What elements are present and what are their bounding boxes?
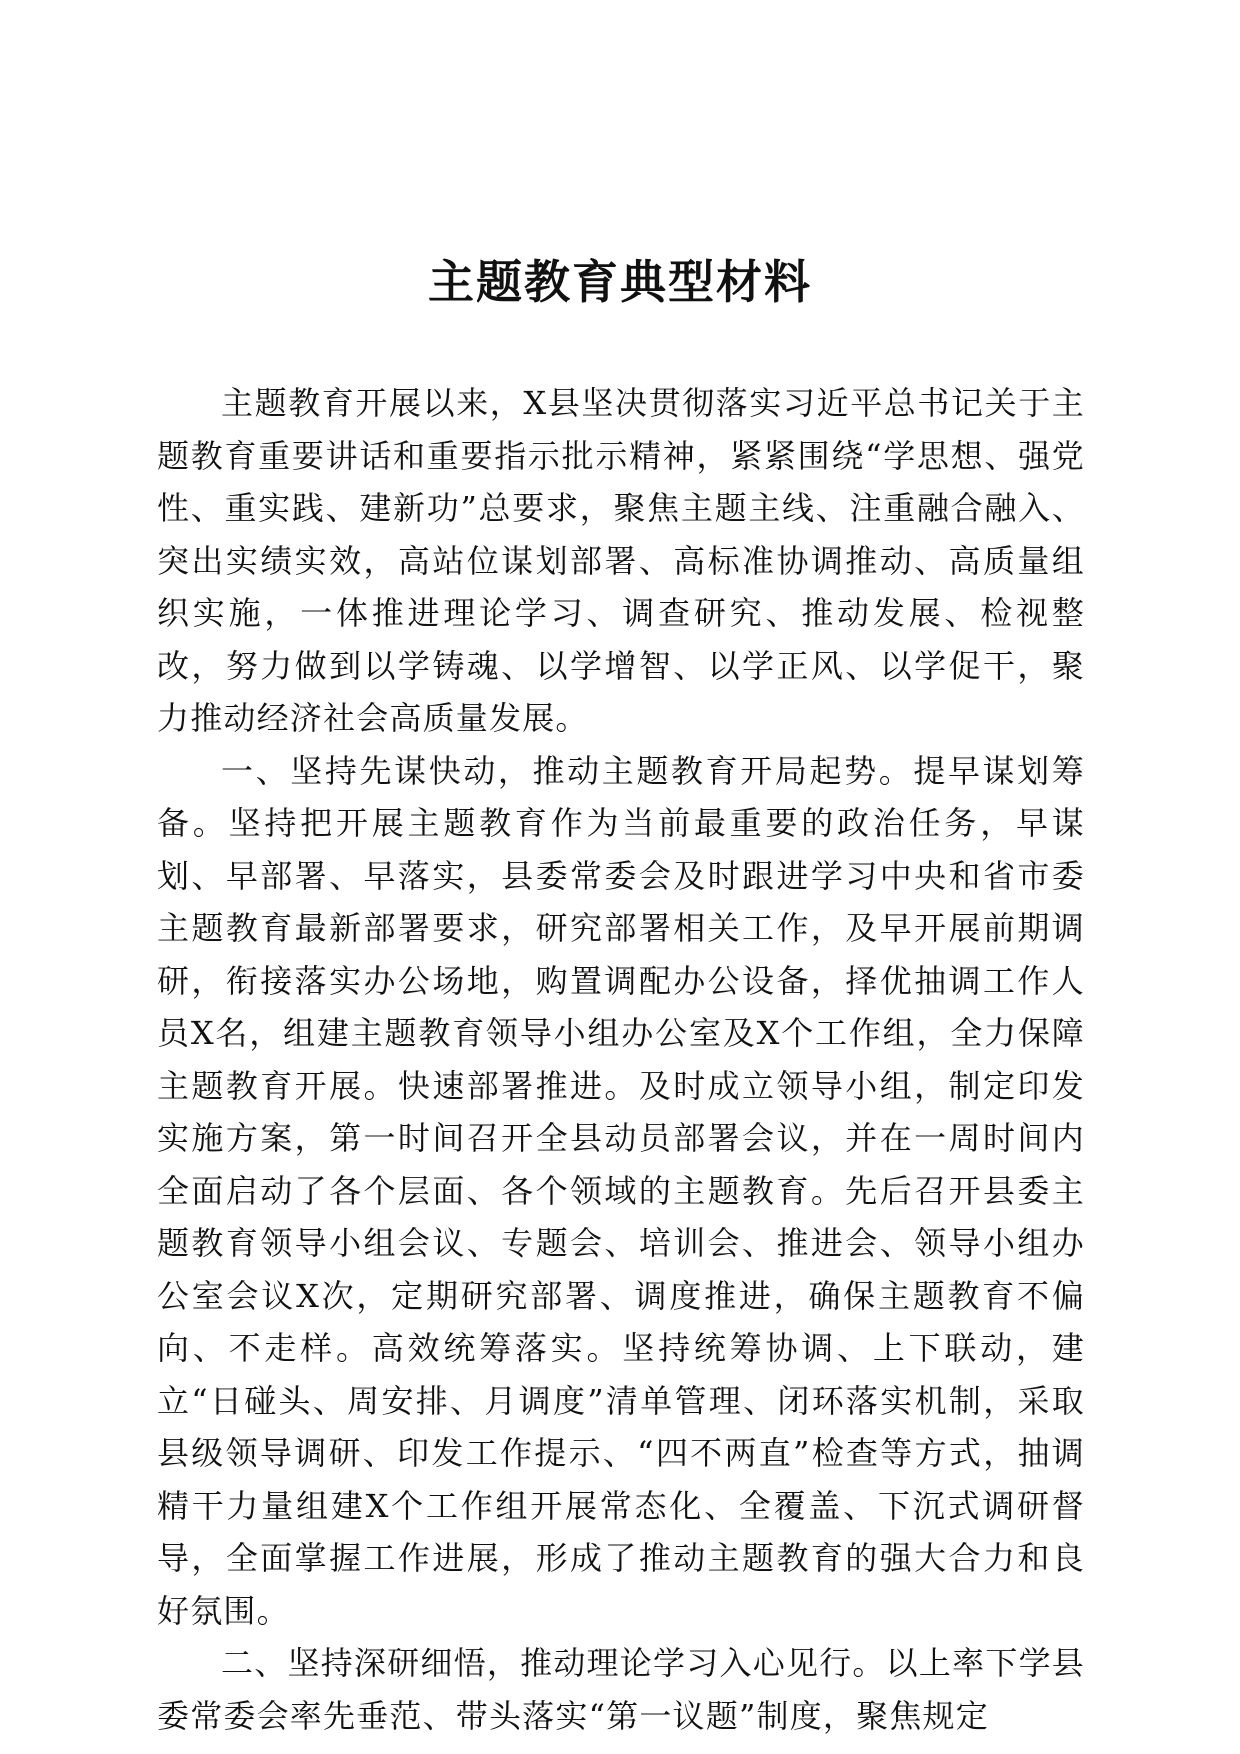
paragraph-intro: 主题教育开展以来，X县坚决贯彻落实习近平总书记关于主题教育重要讲话和重要指示批示精神，紧紧围绕“学思想、强党性、重实践、建新功”总要求，聚焦主题主线、注重融合融入、突出实绩实效，高站位谋划部署、高标准协调推动、高质量组织实施，一体推进理论学习、调查研究、推动发展、检视整改，努力做到以学铸魂、以学增智、以学正风、以学促干，聚力推动经济社会高质量发展。 [157, 384, 1085, 737]
paragraph-section-two: 二、坚持深研细悟，推动理论学习入心见行。以上率下学县委常委会率先垂范、带头落实“第一议题”制度，聚焦规定 [157, 1644, 1085, 1735]
document-title: 主题教育典型材料 [428, 255, 812, 309]
paragraph-section-one: 一、坚持先谋快动，推动主题教育开局起势。提早谋划筹备。坚持把开展主题教育作为当前最重要的政治任务，早谋划、早部署、早落实，县委常委会及时跟进学习中央和省市委主题教育最新部署要求，研究部署相关工作，及早开展前期调研，衔接落实办公场地，购置调配办公设备，择优抽调工作人员X名，组建主题教育领导小组办公室及X个工作组，全力保障主题教育开展。快速部署推进。及时成立领导小组，制定印发实施方案，第一时间召开全县动员部署会议，并在一周时间内全面启动了各个层面、各个领域的主题教育。先后召开县委主题教育领导小组会议、专题会、培训会、推进会、领导小组办公室会议X次，定期研究部署、调度推进，确保主题教育不偏向、不走样。高效统筹落实。坚持统筹协调、上下联动，建立“日碰头、周安排、月调度”清单管理、闭环落实机制，采取县级领导调研、印发工作提示、“四不两直”检查等方式，抽调精干力量组建X个工作组开展常态化、全覆盖、下沉式调研督导，全面掌握工作进展，形成了推动主题教育的强大合力和良好氛围。 [157, 751, 1085, 1630]
document-body [157, 377, 1085, 1742]
